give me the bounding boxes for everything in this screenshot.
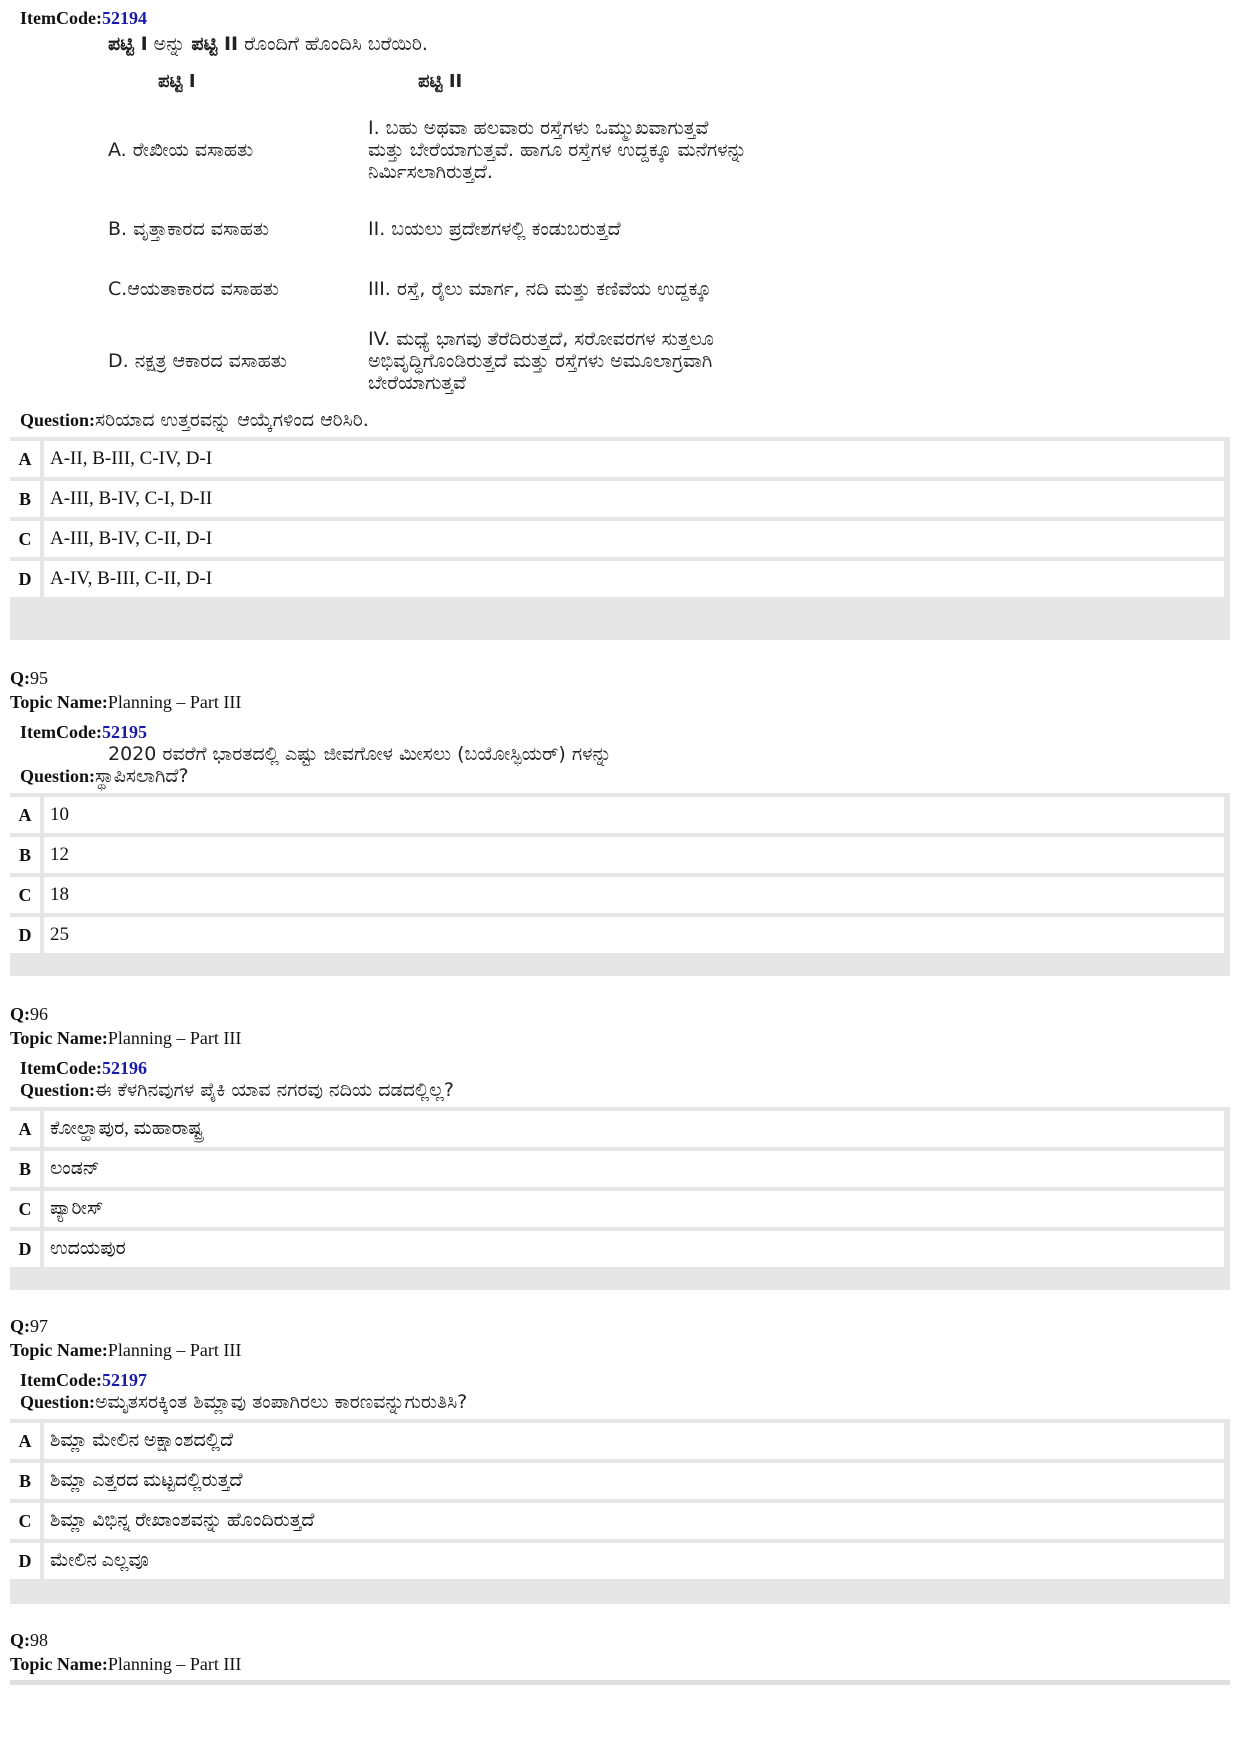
question-header (10, 1052, 1230, 1107)
option-key: D (10, 917, 40, 953)
topic-name: Planning – Part III (107, 1340, 242, 1360)
topic-name: Planning – Part III (107, 692, 242, 712)
option-key: B (10, 481, 40, 517)
question-number (10, 1316, 48, 1337)
option-C[interactable] (10, 877, 1230, 913)
option-text: 18 (44, 877, 1224, 913)
instruction (108, 33, 1220, 55)
match-row (108, 321, 748, 401)
question-header (10, 1364, 1230, 1419)
option-A[interactable] (10, 1111, 1230, 1147)
option-D[interactable] (10, 561, 1230, 597)
question-label: Question: (20, 1080, 96, 1100)
match-right: IV. ಮಧ್ಯೆ ಭಾಗವು ತೆರೆದಿರುತ್ತದೆ, ಸರೋವರಗಳ ಸುತ್ತಲೂ ಅಭಿವೃದ್ಧಿಗೊಂಡಿರುತ್ತದೆ ಮತ್ತು ರಸ್ತೆಗಳು ಅಮೂಲಾಗ್ರವಾಗಿ ಬೇರೆಯಾಗುತ್ತವೆ (368, 328, 714, 394)
option-key: B (10, 1151, 40, 1187)
question-number (10, 1004, 48, 1025)
question-number (10, 668, 48, 689)
match-left: C.ಆಯತಾಕಾರದ ವಸಾಹತು (108, 278, 279, 300)
q-label: Q: (10, 1004, 30, 1024)
q-label: Q: (10, 1316, 30, 1336)
option-text: ಶಿಮ್ಲಾ ಮೇಲಿನ ಅಕ್ಷಾಂಶದಲ್ಲಿದೆ (44, 1423, 1224, 1459)
option-D[interactable] (10, 917, 1230, 953)
question-number (10, 1630, 48, 1651)
question-label: Question: (20, 410, 96, 430)
instruction-end: ರೊಂದಿಗೆ ಹೊಂದಿಸಿ ಬರೆಯಿರಿ. (238, 33, 428, 55)
item-code-line (20, 722, 1220, 743)
item-code-label: ItemCode: (20, 1058, 102, 1078)
topic-line (10, 1654, 241, 1675)
block-divider (10, 1680, 1230, 1685)
item-code: 52194 (101, 8, 147, 28)
q-number: 95 (30, 668, 48, 688)
option-C[interactable] (10, 1191, 1230, 1227)
option-text: ಶಿಮ್ಲಾ ವಿಭಿನ್ನ ರೇಖಾಂಶವನ್ನು ಹೊಂದಿರುತ್ತದೆ (44, 1503, 1224, 1539)
topic-line (10, 1028, 241, 1049)
option-key: A (10, 1111, 40, 1147)
topic-name: Planning – Part III (107, 1654, 242, 1674)
question-label: Question: (20, 766, 96, 786)
match-header-list1: ಪಟ್ಟಿ I (158, 70, 196, 92)
question-line (20, 409, 1220, 431)
question-block-95 (10, 716, 1230, 976)
match-right: II. ಬಯಲು ಪ್ರದೇಶಗಳಲ್ಲಿ ಕಂಡುಬರುತ್ತದೆ (368, 218, 621, 240)
option-key: B (10, 837, 40, 873)
item-code-line (20, 1370, 1220, 1391)
option-D[interactable] (10, 1231, 1230, 1267)
option-key: D (10, 561, 40, 597)
option-B[interactable] (10, 481, 1230, 517)
question-line (20, 1079, 1220, 1101)
item-code: 52197 (101, 1370, 147, 1390)
option-A[interactable] (10, 1423, 1230, 1459)
topic-name: Planning – Part III (107, 1028, 242, 1048)
match-left: A. ರೇಖೀಯ ವಸಾಹತು (108, 139, 254, 161)
question-header (10, 716, 1230, 793)
match-header-row (108, 63, 748, 99)
option-key: C (10, 877, 40, 913)
option-text: 12 (44, 837, 1224, 873)
option-A[interactable] (10, 797, 1230, 833)
question-text: ಅಮೃತಸರಕ್ಕಿಂತ ಶಿಮ್ಲಾವು ತಂಪಾಗಿರಲು ಕಾರಣವನ್ನುಗುರುತಿಸಿ? (95, 1391, 468, 1413)
option-key: D (10, 1231, 40, 1267)
item-code: 52196 (101, 1058, 147, 1078)
item-code-label: ItemCode: (20, 722, 102, 742)
question-text: ಸ್ಥಾಪಿಸಲಾಗಿದೆ? (95, 765, 189, 787)
question-text-line1: 2020 ರವರೆಗೆ ಭಾರತದಲ್ಲಿ ಎಷ್ಟು ಜೀವಗೋಳ ಮೀಸಲು (ಬಯೋಸ್ಫಿಯರ್) ಗಳನ್ನು (108, 743, 612, 765)
option-text: ಲಂಡನ್ (44, 1151, 1224, 1187)
question-header (10, 0, 1230, 437)
option-B[interactable] (10, 1151, 1230, 1187)
instruction-list1: ಪಟ್ಟಿ I (108, 33, 148, 55)
q-number: 98 (30, 1630, 48, 1650)
question-block-96 (10, 1052, 1230, 1290)
option-text: 25 (44, 917, 1224, 953)
option-text: ಕೋಲ್ಹಾಪುರ, ಮಹಾರಾಷ್ಟ್ರ (44, 1111, 1224, 1147)
q-number: 96 (30, 1004, 48, 1024)
option-B[interactable] (10, 837, 1230, 873)
option-key: D (10, 1543, 40, 1579)
option-key: B (10, 1463, 40, 1499)
question-text: ಸರಿಯಾದ ಉತ್ತರವನ್ನು ಆಯ್ಕೆಗಳಿಂದ ಆರಿಸಿರಿ. (95, 409, 369, 431)
option-text: ಉದಯಪುರ (44, 1231, 1224, 1267)
topic-label: Topic Name: (10, 1340, 108, 1360)
match-row (108, 201, 748, 257)
option-text: A-II, B-III, C-IV, D-I (44, 441, 1224, 477)
option-text: ಪ್ಯಾರೀಸ್ (44, 1191, 1224, 1227)
item-code-line (20, 1058, 1220, 1079)
topic-label: Topic Name: (10, 1654, 108, 1674)
topic-line (10, 1340, 241, 1361)
topic-line (10, 692, 241, 713)
item-code-label: ItemCode: (20, 1370, 102, 1390)
instruction-mid: ಅನ್ನು (147, 33, 192, 55)
question-line (20, 1391, 1220, 1413)
option-key: A (10, 1423, 40, 1459)
match-right: I. ಬಹು ಅಥವಾ ಹಲವಾರು ರಸ್ತೆಗಳು ಒಮ್ಮುಖವಾಗುತ್ತವೆ ಮತ್ತು ಬೇರೆಯಾಗುತ್ತವೆ. ಹಾಗೂ ರಸ್ತೆಗಳ ಉದ್ದಕ್ಕೂ ಮನೆಗಳನ್ನು ನಿರ್ಮಿಸಲಾಗಿರುತ್ತದೆ. (368, 117, 747, 183)
option-B[interactable] (10, 1463, 1230, 1499)
match-row (108, 257, 748, 321)
match-left: B. ವೃತ್ತಾಕಾರದ ವಸಾಹತು (108, 218, 270, 240)
item-code: 52195 (101, 722, 147, 742)
option-text: ಶಿಮ್ಲಾ ಎತ್ತರದ ಮಟ್ಟದಲ್ಲಿರುತ್ತದೆ (44, 1463, 1224, 1499)
option-key: C (10, 1191, 40, 1227)
option-C[interactable] (10, 521, 1230, 557)
question-label: Question: (20, 1392, 96, 1412)
option-A[interactable] (10, 441, 1230, 477)
option-D[interactable] (10, 1543, 1230, 1579)
option-key: A (10, 441, 40, 477)
item-code-label: ItemCode: (20, 8, 102, 28)
option-text: 10 (44, 797, 1224, 833)
option-text: ಮೇಲಿನ ಎಲ್ಲವೂ (44, 1543, 1224, 1579)
topic-label: Topic Name: (10, 692, 108, 712)
topic-label: Topic Name: (10, 1028, 108, 1048)
match-row (108, 99, 748, 201)
option-text: A-III, B-IV, C-I, D-II (44, 481, 1224, 517)
item-code-line (20, 8, 1220, 29)
question-text: ಈ ಕೆಳಗಿನವುಗಳ ಪೈಕಿ ಯಾವ ನಗರವು ನದಿಯ ದಡದಲ್ಲಿಲ್ಲ? (95, 1079, 454, 1101)
q-label: Q: (10, 1630, 30, 1650)
match-table (108, 63, 748, 401)
option-text: A-III, B-IV, C-II, D-I (44, 521, 1224, 557)
match-header-list2: ಪಟ್ಟಿ II (418, 70, 463, 92)
q-label: Q: (10, 668, 30, 688)
option-text: A-IV, B-III, C-II, D-I (44, 561, 1224, 597)
option-key: A (10, 797, 40, 833)
question-block-94 (10, 0, 1230, 640)
question-block-97 (10, 1364, 1230, 1604)
question-line (20, 765, 1220, 787)
option-key: C (10, 521, 40, 557)
option-key: C (10, 1503, 40, 1539)
match-right: III. ರಸ್ತೆ, ರೈಲು ಮಾರ್ಗ, ನದಿ ಮತ್ತು ಕಣಿವೆಯ ಉದ್ದಕ್ಕೂ (368, 278, 712, 300)
match-left: D. ನಕ್ಷತ್ರ ಆಕಾರದ ವಸಾಹತು (108, 350, 287, 372)
q-number: 97 (30, 1316, 48, 1336)
option-C[interactable] (10, 1503, 1230, 1539)
instruction-list2: ಪಟ್ಟಿ II (191, 33, 239, 55)
